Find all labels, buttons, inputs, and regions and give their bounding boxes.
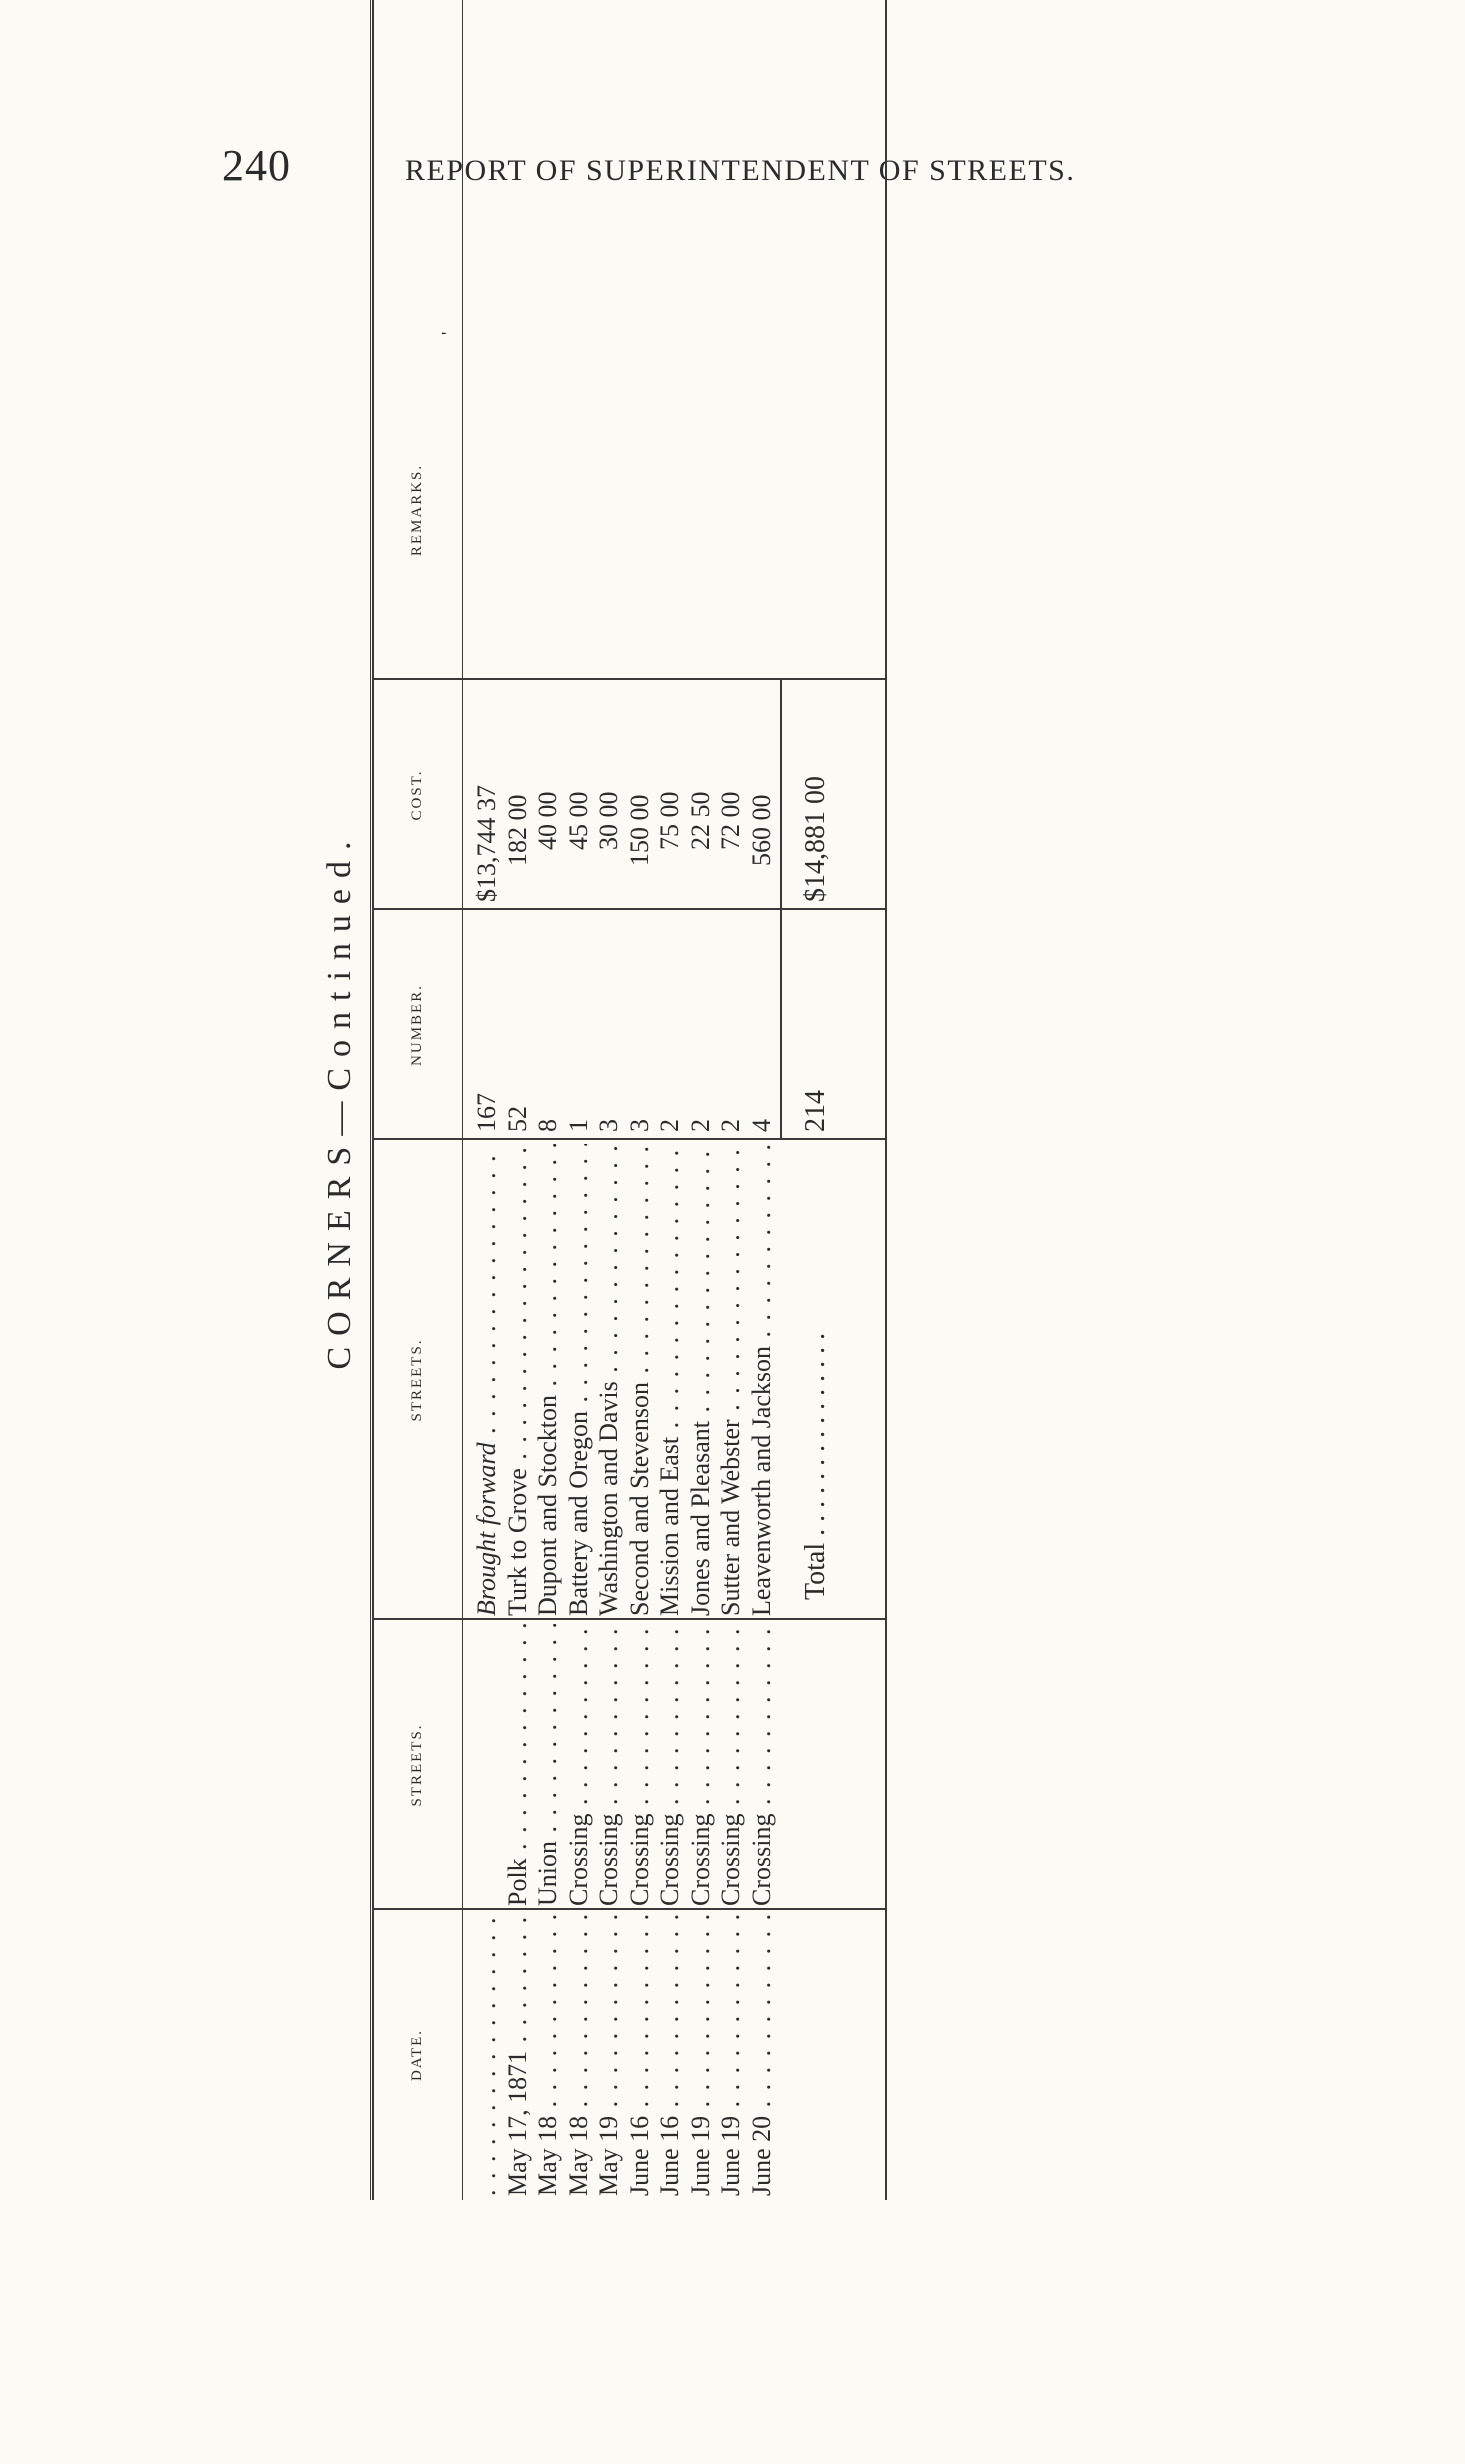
cost-cell: 22 50 bbox=[685, 791, 715, 850]
page-number: 240 bbox=[222, 141, 291, 190]
table-bottom-rule bbox=[885, 0, 887, 2200]
date-cell: June 19 . . . bbox=[716, 1914, 747, 2196]
number-cell: 2 bbox=[685, 1119, 715, 1132]
total-cost: $14,881 00 bbox=[800, 776, 831, 902]
header-streets-2: STREETS. bbox=[409, 1338, 425, 1422]
header-streets-1: STREETS. bbox=[409, 1723, 425, 1807]
cost-cell: 560 00 bbox=[746, 794, 776, 866]
street-cell: Leavenworth and Jackson . . . bbox=[747, 1144, 778, 1616]
streets-1-column bbox=[472, 1624, 777, 1906]
street-cell: Crossing . . . bbox=[716, 1624, 747, 1906]
street-cell: Crossing . . . bbox=[747, 1624, 778, 1906]
date-cell: June 16 . . . bbox=[655, 1914, 686, 2196]
cost-cell: 40 00 bbox=[533, 791, 562, 850]
street-cell: Second and Stevenson . . . bbox=[625, 1144, 656, 1616]
date-cell: May 17, 1871 . . . bbox=[503, 1914, 534, 2196]
date-cell: June 20 . . . bbox=[747, 1914, 778, 2196]
header-date: DATE. bbox=[409, 2028, 425, 2082]
number-cell: 2 bbox=[655, 1119, 684, 1132]
cost-cell: 182 00 bbox=[502, 794, 532, 866]
cost-cell: 150 00 bbox=[624, 794, 654, 866]
number-cell: 2 bbox=[716, 1119, 745, 1132]
table-title: CORNERS—Continued. bbox=[321, 830, 358, 1370]
street-cell: Crossing . . . bbox=[564, 1624, 595, 1906]
cost-cell: 30 00 bbox=[594, 791, 623, 850]
street-cell: Polk . . . bbox=[503, 1624, 534, 1906]
street-cell: Battery and Oregon . . . bbox=[564, 1144, 595, 1616]
street-cell: Union . . . bbox=[533, 1624, 564, 1906]
street-cell: Turk to Grove . . . bbox=[503, 1144, 534, 1616]
cost-cell: 75 00 bbox=[655, 791, 684, 850]
street-cell: Mission and East . . . bbox=[655, 1144, 686, 1616]
total-leader-dots: . . . . . . . . . . . . . . . bbox=[800, 1332, 831, 1536]
date-cell bbox=[472, 1914, 503, 2196]
total-label-cell bbox=[800, 1150, 832, 1600]
stray-mark: ' bbox=[438, 331, 458, 335]
date-cell: May 18 . . . bbox=[564, 1914, 595, 2196]
corners-table bbox=[310, 0, 885, 2200]
number-cell: 4 bbox=[746, 1119, 776, 1132]
street-cell: Dupont and Stockton . . . bbox=[533, 1144, 564, 1616]
header-cost: COST. bbox=[409, 769, 425, 821]
date-column bbox=[472, 1914, 777, 2196]
street-cell: Crossing . . . bbox=[594, 1624, 625, 1906]
streets-2-column bbox=[472, 1144, 777, 1616]
number-cell: 8 bbox=[533, 1119, 562, 1132]
number-cell: 1 bbox=[563, 1119, 593, 1132]
table-top-rule-inner bbox=[370, 0, 371, 2200]
cost-cell: 72 00 bbox=[716, 791, 745, 850]
street-cell: Jones and Pleasant . . . bbox=[686, 1144, 717, 1616]
cost-cell: 45 00 bbox=[563, 791, 593, 850]
number-cell: 52 bbox=[502, 1106, 532, 1132]
brought-forward-label: Brought forward bbox=[472, 1442, 501, 1616]
total-number: 214 bbox=[800, 1090, 831, 1132]
total-label: Total bbox=[800, 1542, 831, 1600]
date-cell: June 16 . . . bbox=[625, 1914, 656, 2196]
cost-column bbox=[472, 687, 777, 902]
header-rule bbox=[462, 0, 463, 2200]
header-number: NUMBER. bbox=[409, 984, 425, 1066]
cost-cell: $13,744 37 bbox=[472, 785, 501, 902]
header-remarks: REMARKS. bbox=[409, 463, 425, 557]
total-rule bbox=[780, 680, 782, 1140]
number-cell: 3 bbox=[594, 1119, 623, 1132]
street-cell: Sutter and Webster . . . bbox=[716, 1144, 747, 1616]
date-cell: May 19 . . . bbox=[594, 1914, 625, 2196]
street-cell bbox=[472, 1624, 503, 1906]
number-cell: 167 bbox=[472, 1093, 501, 1132]
running-title: REPORT OF SUPERINTENDENT OF STREETS. bbox=[405, 154, 1076, 187]
date-cell: June 19 . . . bbox=[686, 1914, 717, 2196]
street-cell: Washington and Davis . . . bbox=[594, 1144, 625, 1616]
street-cell: Crossing . . . bbox=[655, 1624, 686, 1906]
number-column bbox=[472, 922, 777, 1132]
total-rule-side bbox=[780, 1138, 885, 1140]
street-cell-brought-forward bbox=[472, 1144, 503, 1616]
street-cell: Crossing . . . bbox=[686, 1624, 717, 1906]
street-cell: Crossing . . . bbox=[625, 1624, 656, 1906]
number-cell: 3 bbox=[624, 1119, 654, 1132]
date-cell: May 18 . . . bbox=[533, 1914, 564, 2196]
